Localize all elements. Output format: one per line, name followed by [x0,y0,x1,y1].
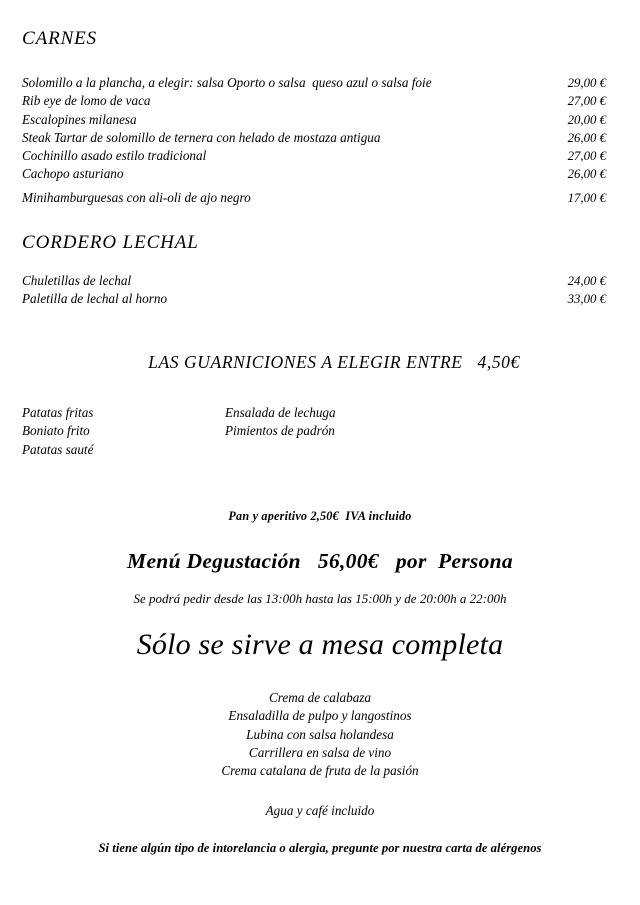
list-item: Ensaladilla de pulpo y langostinos [228,708,412,724]
menu-row [22,92,606,110]
menu-row [22,189,606,207]
list-item: Boniato frito [22,423,90,439]
menu-row [22,111,606,129]
menu-row [22,272,606,290]
carnes-dish-list [22,74,606,207]
dish-name: Solomillo a la plancha, a elegir: salsa Oporto o salsa queso azul o salsa foie [22,75,432,90]
guarniciones-column-right [225,404,485,459]
list-item: Patatas sauté [22,441,94,457]
degustacion-hours: Se podrá pedir desde las 13:00h hasta las 15:00h y de 20:00h a 22:00h [133,591,507,606]
list-item: Patatas fritas [22,405,94,420]
dish-price: 27,00 € [567,149,606,164]
list-item: Carrillera en salsa de vino [248,744,392,760]
guarniciones-list-left [22,404,225,459]
list-item: Pimientos de padrón [225,423,335,439]
dish-price: 27,00 € [567,94,606,109]
menu-row [22,147,606,165]
menu-row [22,74,606,92]
menu-row [22,290,606,308]
list-item: Lubina con salsa holandesa [246,726,394,742]
guarniciones-list-right [225,404,485,441]
degustacion-title: Menú Degustación 56,00€ por Persona [127,549,513,573]
dish-price: 24,00 € [567,274,606,288]
mesa-completa-note: Sólo se sirve a mesa completa [136,628,504,661]
dish-name: Minihamburguesas con ali-oli de ajo negro [22,189,251,205]
dish-price: 26,00 € [567,167,606,182]
cordero-dish-list [22,272,606,309]
menu-row [22,129,606,147]
dish-name: Steak Tartar de solomillo de ternera con helado de mostaza antigua [22,129,381,145]
section-heading-guarniciones: LAS GUARNICIONES A ELEGIR ENTRE 4,50€ [148,352,520,372]
dish-name: Cachopo asturiano [22,166,124,182]
degustacion-list [0,689,640,780]
dish-price: 33,00 € [567,292,606,307]
dish-name: Escalopines milanesa [22,111,137,127]
degustacion-dish-list [0,689,640,780]
section-heading-cordero-lechal: CORDERO LECHAL [22,232,199,253]
list-item: Crema catalana de fruta de la pasión [221,763,419,779]
dish-price: 20,00 € [567,112,606,127]
guarniciones-column-left [22,404,225,459]
agua-cafe-note: Agua y café incluido [265,803,375,818]
dish-price: 26,00 € [567,130,606,145]
list-item: Ensalada de lechuga [225,405,336,420]
pan-aperitivo-note: Pan y aperitivo 2,50€ IVA incluido [228,509,412,523]
guarniciones-columns [22,404,582,459]
list-item: Crema de calabaza [268,690,372,705]
dish-price: 17,00 € [567,190,606,205]
section-heading-carnes: CARNES [22,28,98,49]
dish-name: Chuletillas de lechal [22,273,132,288]
menu-row [22,165,606,183]
allergens-note: Si tiene algún tipo de intorelancia o alergia, pregunte por nuestra carta de alérgenos [98,841,542,855]
dish-name: Rib eye de lomo de vaca [22,93,151,109]
dish-price: 29,00 € [567,76,606,90]
dish-name: Cochinillo asado estilo tradicional [22,148,207,164]
dish-name: Paletilla de lechal al horno [22,291,168,307]
